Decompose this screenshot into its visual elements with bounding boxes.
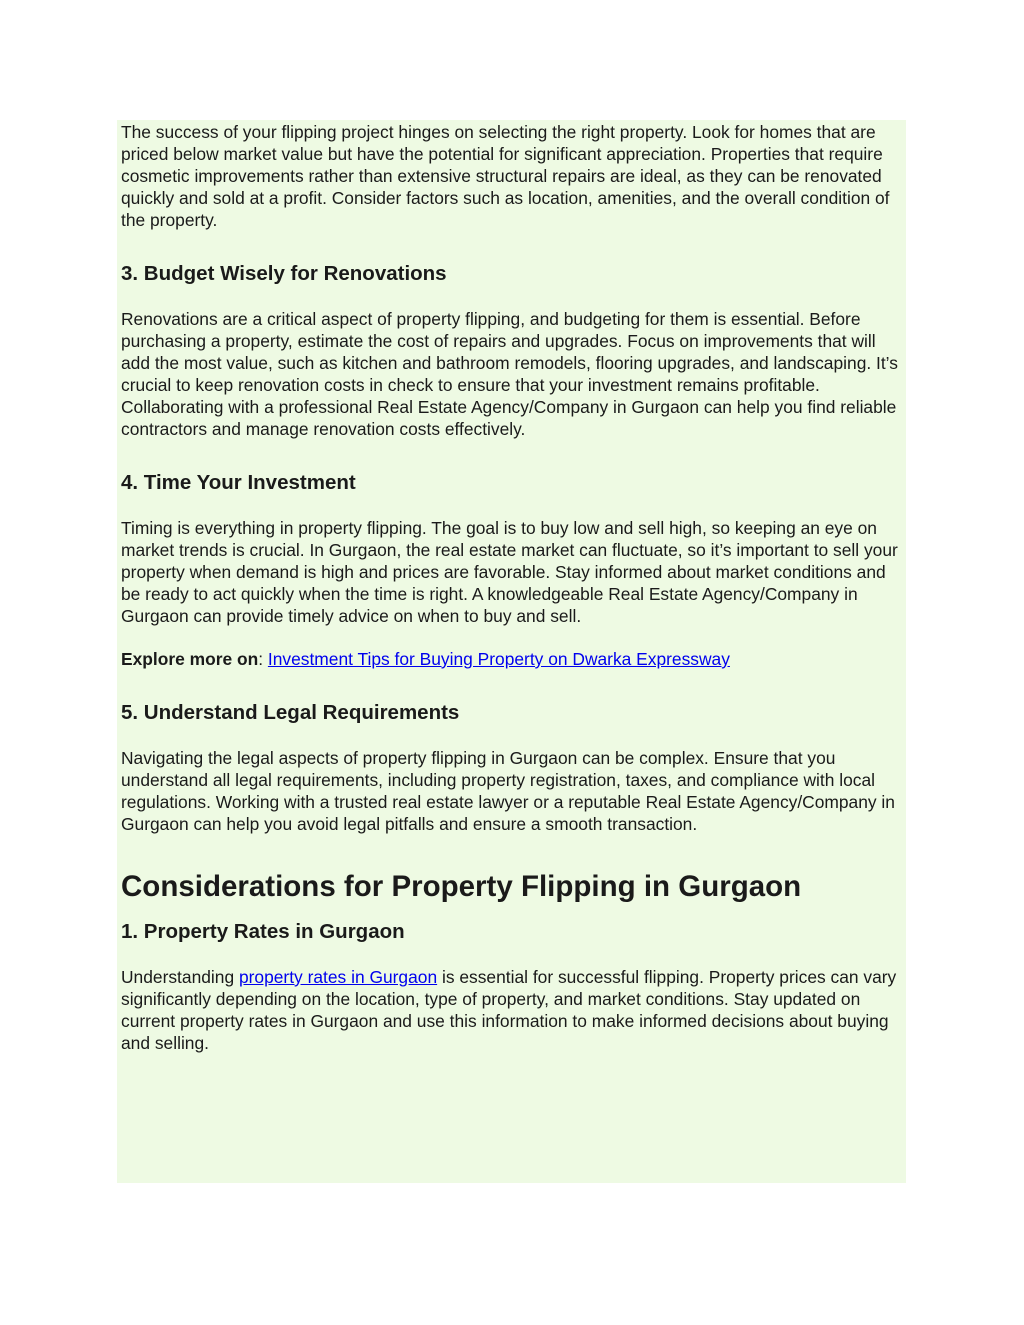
intro-paragraph: The success of your flipping project hinges on selecting the right property. Look for homes that are priced below market value but have the potential for significant appreciation. Properties that require cosmetic improvements rather than extensive structural repairs are ideal, as they can be renovated quickly and sold at a profit. Consider factors such as location, amenities, and the overall condition of the property. bbox=[121, 122, 890, 230]
budget-heading: 3. Budget Wisely for Renovations bbox=[121, 262, 447, 285]
considerations-heading: Considerations for Property Flipping in Gurgaon bbox=[121, 870, 802, 903]
explore-more-line bbox=[121, 648, 902, 670]
property-rates-text-after: is essential for successful flipping. Property prices can vary significantly depending on the location, type of property, and market conditions. Stay updated on current property rates in Gurgaon and use this information to make informed decisions about buying and selling. bbox=[121, 967, 897, 1053]
dwarka-expressway-link[interactable]: Investment Tips for Buying Property on Dwarka Expressway bbox=[267, 649, 730, 669]
legal-paragraph: Navigating the legal aspects of property flipping in Gurgaon can be complex. Ensure that you understand all legal requirements, including property registration, taxes, and compliance with local regulations. Working with a trusted real estate lawyer or a reputable Real Estate Agency/Company in Gurgaon can help you avoid legal pitfalls and ensure a smooth transaction. bbox=[121, 748, 895, 834]
property-rates-text-before: Understanding bbox=[121, 967, 239, 987]
property-rates-link[interactable]: property rates in Gurgaon bbox=[238, 967, 438, 987]
property-rates-paragraph bbox=[121, 966, 902, 1054]
explore-more-separator: : bbox=[258, 649, 268, 669]
timing-heading: 4. Time Your Investment bbox=[121, 471, 356, 494]
property-rates-heading: 1. Property Rates in Gurgaon bbox=[121, 920, 405, 943]
explore-more-label: Explore more on bbox=[121, 649, 259, 669]
legal-heading: 5. Understand Legal Requirements bbox=[121, 701, 460, 724]
article-content bbox=[117, 120, 906, 1183]
timing-paragraph: Timing is everything in property flipping. The goal is to buy low and sell high, so keeping an eye on market trends is crucial. In Gurgaon, the real estate market can fluctuate, so it’s important to sell your property when demand is high and prices are favorable. Stay informed about market conditions and be ready to act quickly when the time is right. A knowledgeable Real Estate Agency/Company in Gurgaon can provide timely advice on when to buy and sell. bbox=[121, 518, 898, 626]
budget-paragraph: Renovations are a critical aspect of property flipping, and budgeting for them is essential. Before purchasing a property, estimate the cost of repairs and upgrades. Focus on improvements that will add the most value, such as kitchen and bathroom remodels, flooring upgrades, and landscaping. It’s crucial to keep renovation costs in check to ensure that your investment remains profitable. Collaborating with a professional Real Estate Agency/Company in Gurgaon can help you find reliable contractors and manage renovation costs effectively. bbox=[121, 309, 898, 439]
